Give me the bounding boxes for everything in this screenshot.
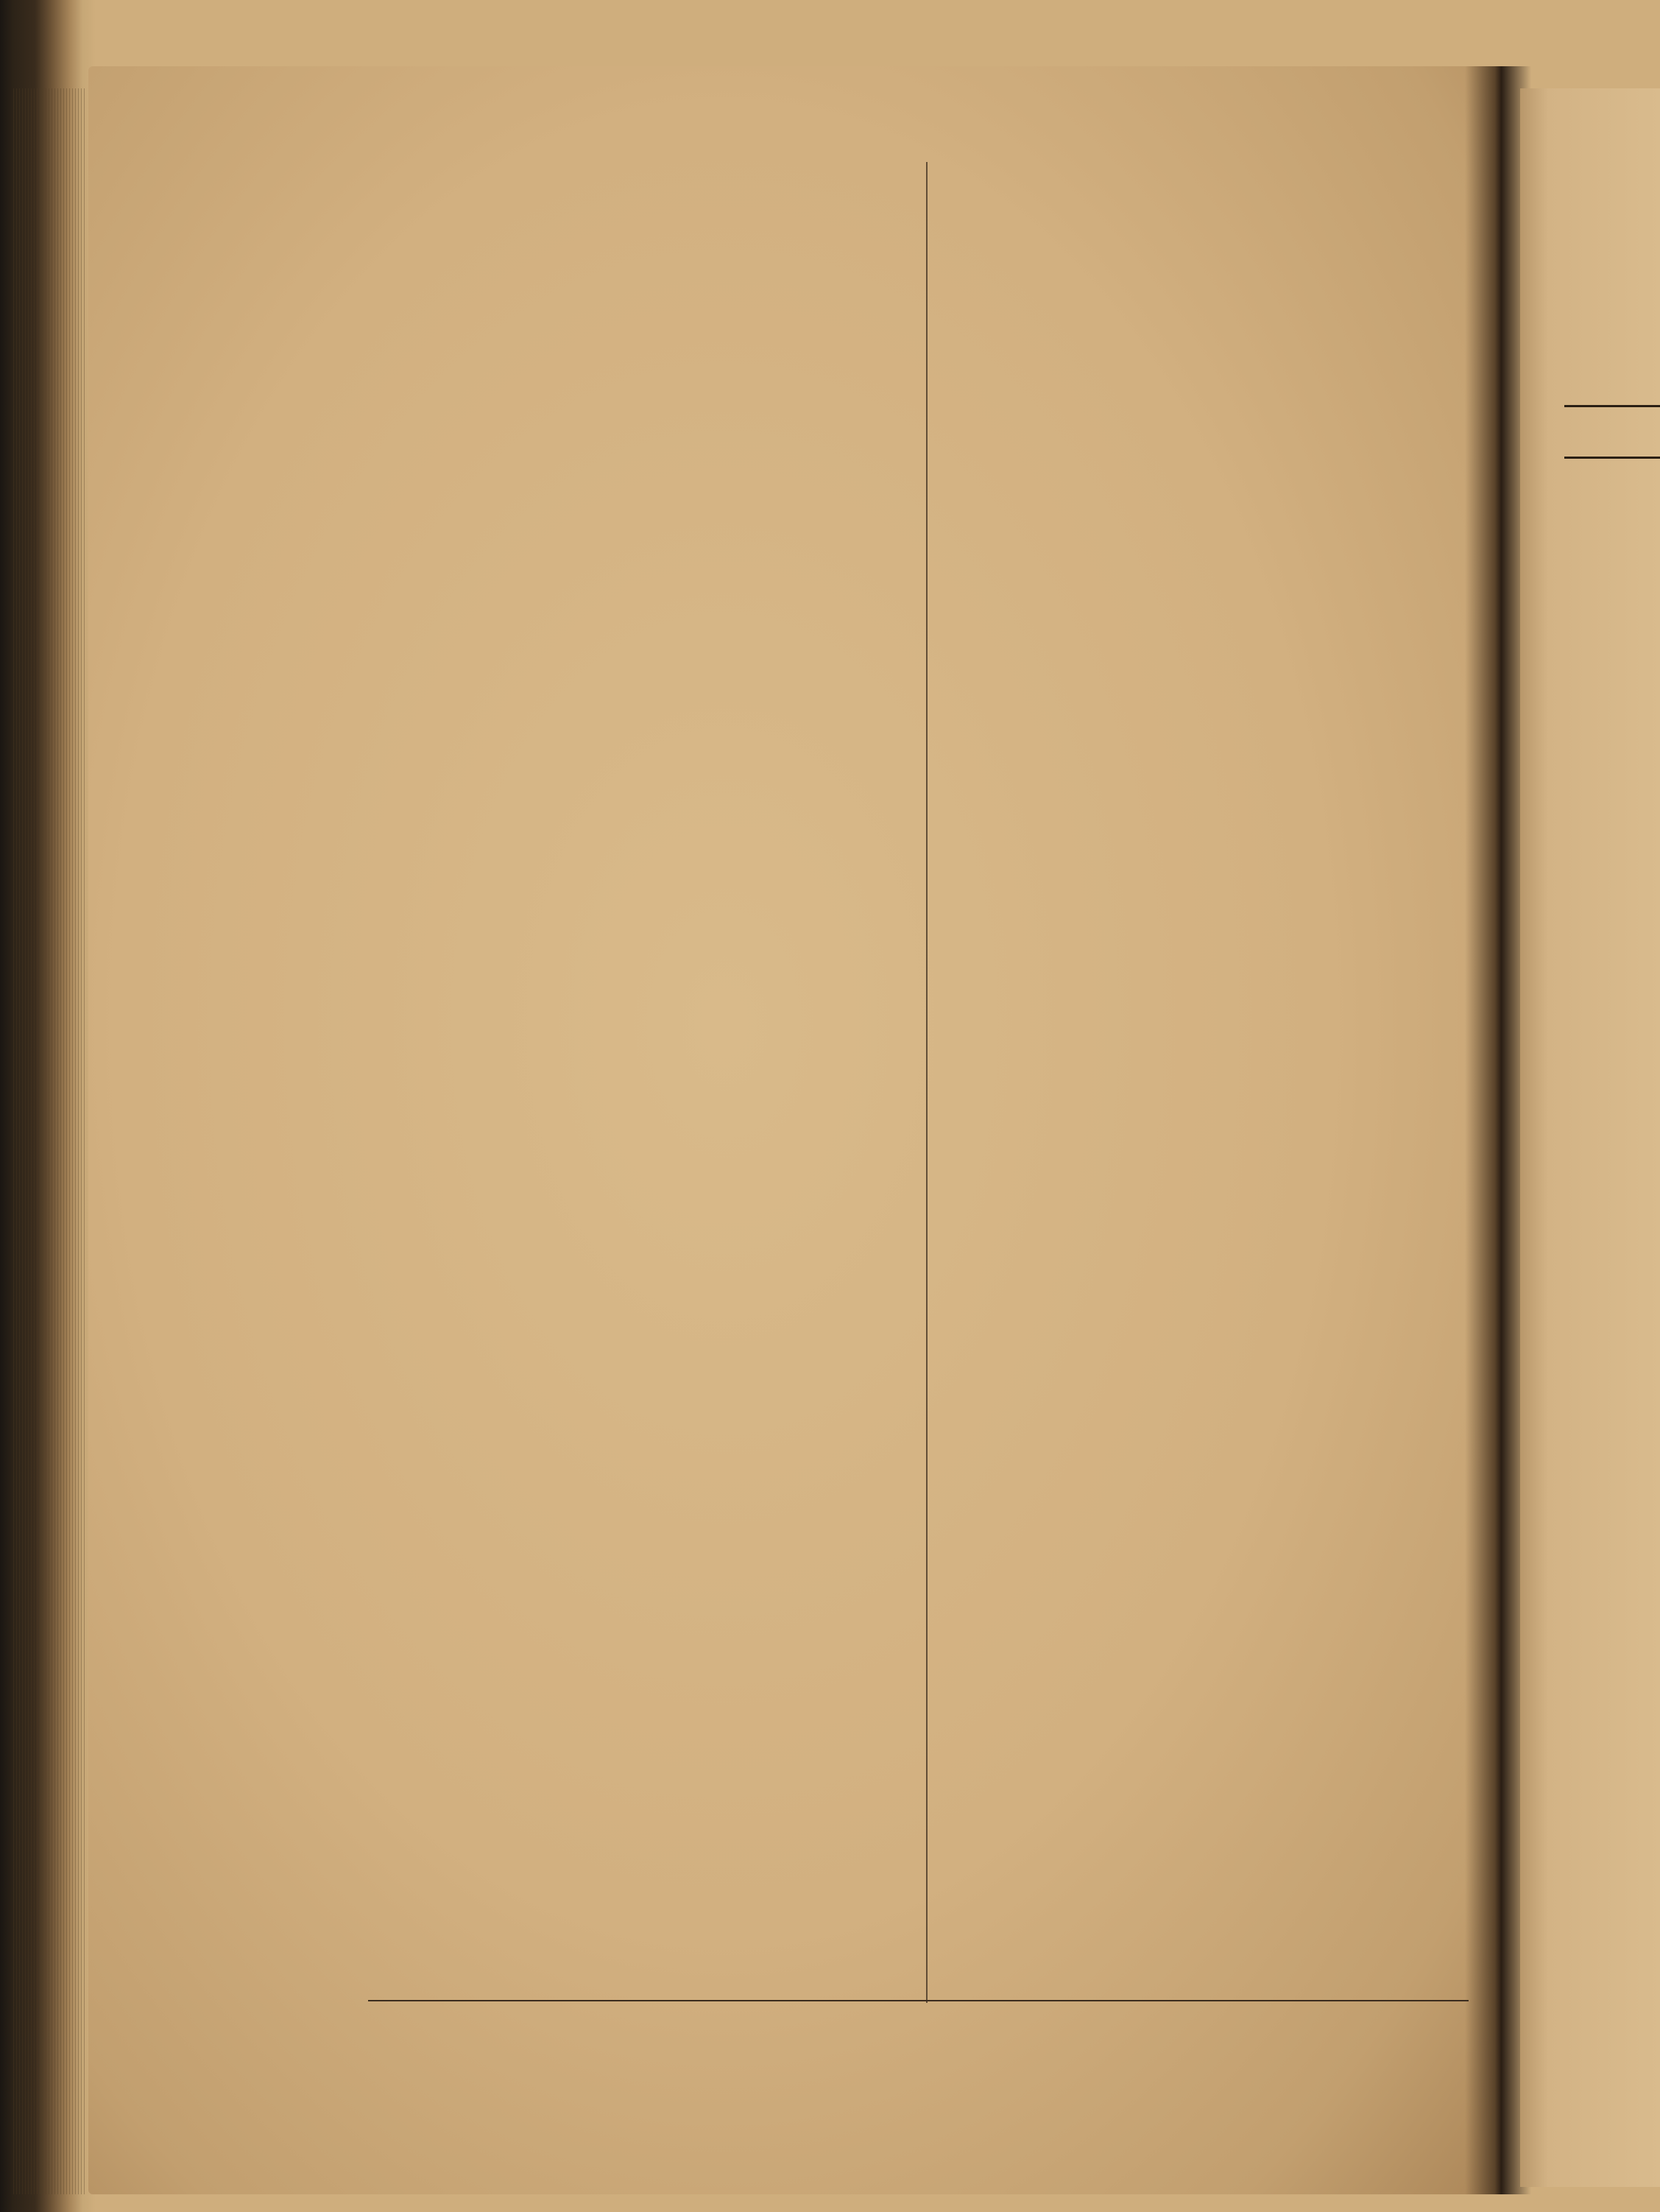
- left-page: [88, 66, 1502, 2194]
- column-divider: [926, 162, 928, 2003]
- masthead-rule-top: [1564, 405, 1660, 407]
- footer-rule: [368, 2000, 1469, 2001]
- right-column: [939, 221, 1469, 236]
- right-page-fragment: [1520, 88, 1660, 2187]
- page-edges: [13, 88, 87, 2194]
- left-column: [374, 221, 915, 236]
- masthead-rule-bottom: [1564, 457, 1660, 459]
